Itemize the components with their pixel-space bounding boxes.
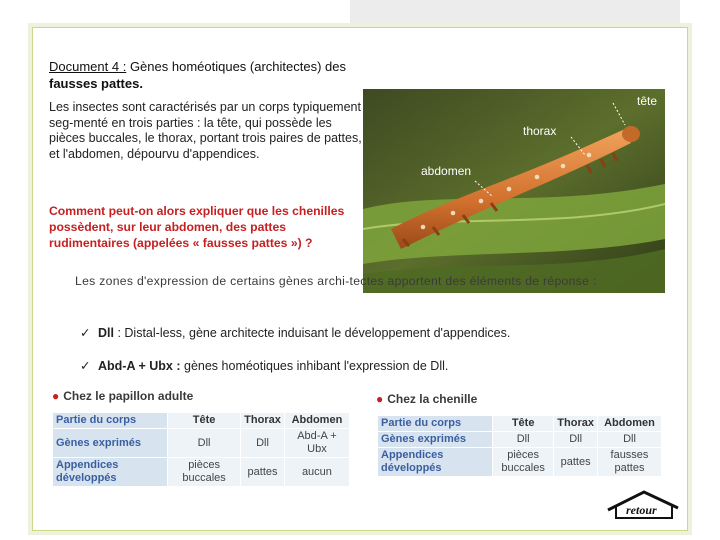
papillon-table [52, 412, 350, 487]
table-row: Gènes exprimés Dll Dll Abd-A + Ubx [53, 429, 350, 458]
label-abdomen: abdomen [421, 164, 472, 178]
home-icon [604, 488, 682, 522]
bullet-term: Abd-A + Ubx : [98, 359, 181, 373]
table-row: Partie du corps Tête Thorax Abdomen [53, 413, 350, 429]
zones-paragraph: Les zones d'expression de certains gènes archi-tectes apportent des éléments de réponse : [75, 274, 597, 288]
bullet-text: gènes homéotiques inhibant l'expression de Dll. [180, 359, 449, 373]
intro-paragraph: Les insectes sont caractérisés par un corps typiquement seg-menté en trois parties : la tête, qui possède les pièces buccales, le thorax, portant trois paires de pattes, et l'abdomen, dépourvu d'appendices. [49, 100, 362, 161]
retour-label: retour [626, 503, 657, 517]
document-number: Document 4 : [49, 59, 127, 74]
question-paragraph: Comment peut-on alors expliquer que les chenilles possèdent, sur leur abdomen, des pattes rudimentaires (appelées « fausses pattes ») ? [49, 204, 345, 250]
bullet-dot-icon: ● [52, 389, 60, 403]
chenille-heading: ● Chez la chenille [376, 392, 478, 406]
title-line-2: fausses pattes. [49, 76, 143, 91]
bullet-term: Dll [98, 326, 114, 340]
table-row: Appendices développés pièces buccales pattes fausses pattes [378, 448, 662, 477]
chenille-table [377, 415, 662, 477]
check-icon: ✓ [80, 359, 91, 373]
retour-button[interactable] [604, 488, 682, 522]
table-row: Gènes exprimés Dll Dll Dll [378, 432, 662, 448]
title-text: Gènes homéotiques (architectes) des [126, 59, 346, 74]
papillon-heading: ● Chez le papillon adulte [52, 389, 194, 403]
bullet-abd-ubx [80, 358, 448, 373]
caterpillar-illustration [363, 89, 665, 293]
table-row: Partie du corps Tête Thorax Abdomen [378, 416, 662, 432]
bullet-dot-icon: ● [376, 392, 384, 406]
caterpillar-photo [363, 89, 665, 293]
check-icon: ✓ [80, 326, 91, 340]
bullet-dll [80, 325, 510, 340]
label-tete: tête [637, 94, 658, 108]
label-thorax: thorax [523, 124, 557, 138]
document-title [49, 58, 409, 92]
table-row: Appendices développés pièces buccales pattes aucun [53, 458, 350, 487]
bullet-text: : Distal-less, gène architecte induisant le développement d'appendices. [113, 326, 511, 340]
